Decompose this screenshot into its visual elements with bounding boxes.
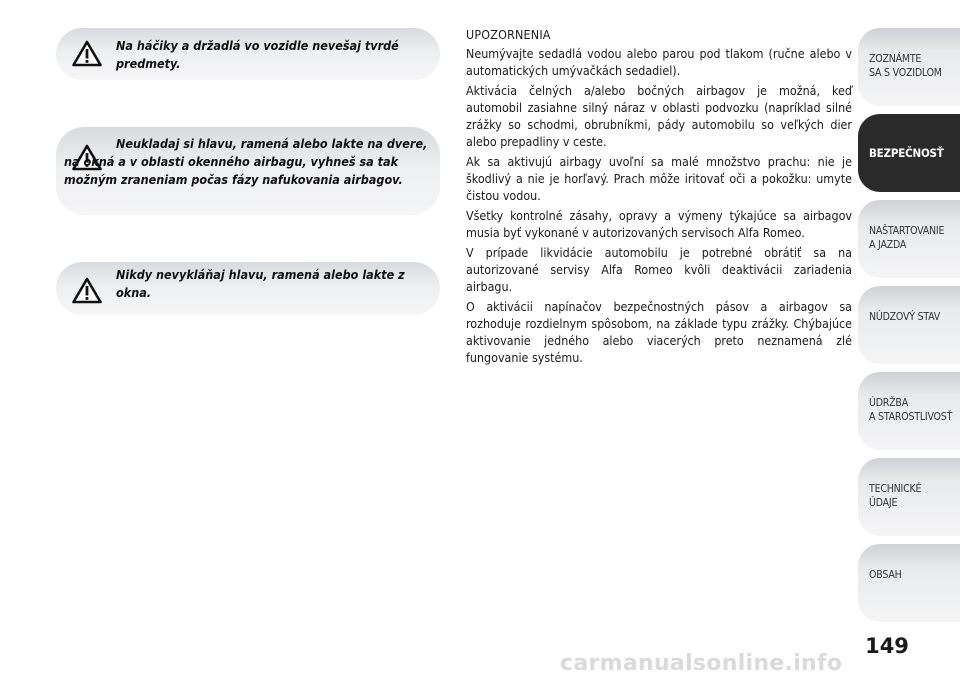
tab-label: NAŠTARTOVANIE (869, 225, 945, 237)
section-heading: UPOZORNENIA (466, 27, 551, 42)
main-text-column (466, 26, 852, 369)
tab-introduction[interactable] (858, 28, 960, 106)
paragraph: Neumývajte sedadlá vodou alebo parou pod tlakom (ručne alebo v automatických umývačkách sedadiel). (466, 46, 852, 78)
warning-text: Na háčiky a držadlá vo vozidle nevešaj tvrdé predmety. (116, 38, 399, 71)
tab-safety[interactable] (858, 114, 960, 192)
paragraph: Ak sa aktivujú airbagy uvoľní sa malé množstvo prachu: nie je škodlivý a nie je horľavý. Prach môže iritovať oči a pokožku: umyte čistou vodou. (466, 154, 852, 203)
tab-label: TECHNICKÉ (869, 483, 922, 495)
warning-text: Neukladaj si hlavu, ramená alebo lakte na dvere, na okná a v oblasti okenného airbagu, vyhneš sa tak možným zraneniam počas fázy nafukovania airbagov. (64, 136, 428, 187)
tab-emergency[interactable] (858, 286, 960, 364)
tab-label: SA S VOZIDLOM (869, 67, 942, 79)
tab-label: A STAROSTLIVOSŤ (869, 411, 953, 423)
tab-contents[interactable] (858, 544, 960, 622)
warning-box-window (56, 262, 440, 315)
warning-text: Nikdy nevykláňaj hlavu, ramená alebo lakte z okna. (116, 267, 405, 300)
paragraph: Všetky kontrolné zásahy, opravy a výmeny týkajúce sa airbagov musia byť vykonané v autorizovaných servisoch Alfa Romeo. (466, 208, 852, 240)
tab-label: ÚDAJE (869, 497, 898, 509)
paragraph: V prípade likvidácie automobilu je potrebné obrátiť sa na autorizované servisy Alfa Romeo kvôli deaktivácii zariadenia airbagu. (466, 245, 852, 294)
tab-label: ZOZNÁMTE (869, 53, 922, 65)
tab-starting-driving[interactable] (858, 200, 960, 278)
paragraph: O aktivácii napínačov bezpečnostných pásov a airbagov sa rozhoduje rozdielnym spôsobom, na základe typu zrážky. Chýbajúce aktivovanie jedného alebo viacerých preto neznamená zlé fungovanie systému. (466, 299, 852, 365)
watermark: carmanualsonline.info (560, 651, 843, 676)
tab-label: A JAZDA (869, 239, 907, 251)
tab-label: BEZPEČNOSŤ (869, 146, 944, 160)
tab-maintenance[interactable] (858, 372, 960, 450)
warning-triangle-icon (72, 40, 102, 71)
warning-triangle-icon (72, 277, 102, 308)
warning-box-head-doors (56, 127, 440, 215)
paragraph: Aktivácia čelných a/alebo bočných airbagov je možná, keď automobil zasiahne silný náraz v oblasti podvozku (napríklad silné zrážky so schodmi, obrubníkmi, pády automobilu so veľkých dier alebo prepadliny v ceste. (466, 83, 852, 149)
tab-technical-data[interactable] (858, 458, 960, 536)
page-number: 149 (865, 634, 909, 658)
tab-label: NÚDZOVÝ STAV (869, 311, 941, 323)
tab-label: OBSAH (869, 569, 902, 581)
warning-box-hooks (56, 28, 440, 80)
tab-label: ÚDRŽBA (869, 397, 908, 409)
